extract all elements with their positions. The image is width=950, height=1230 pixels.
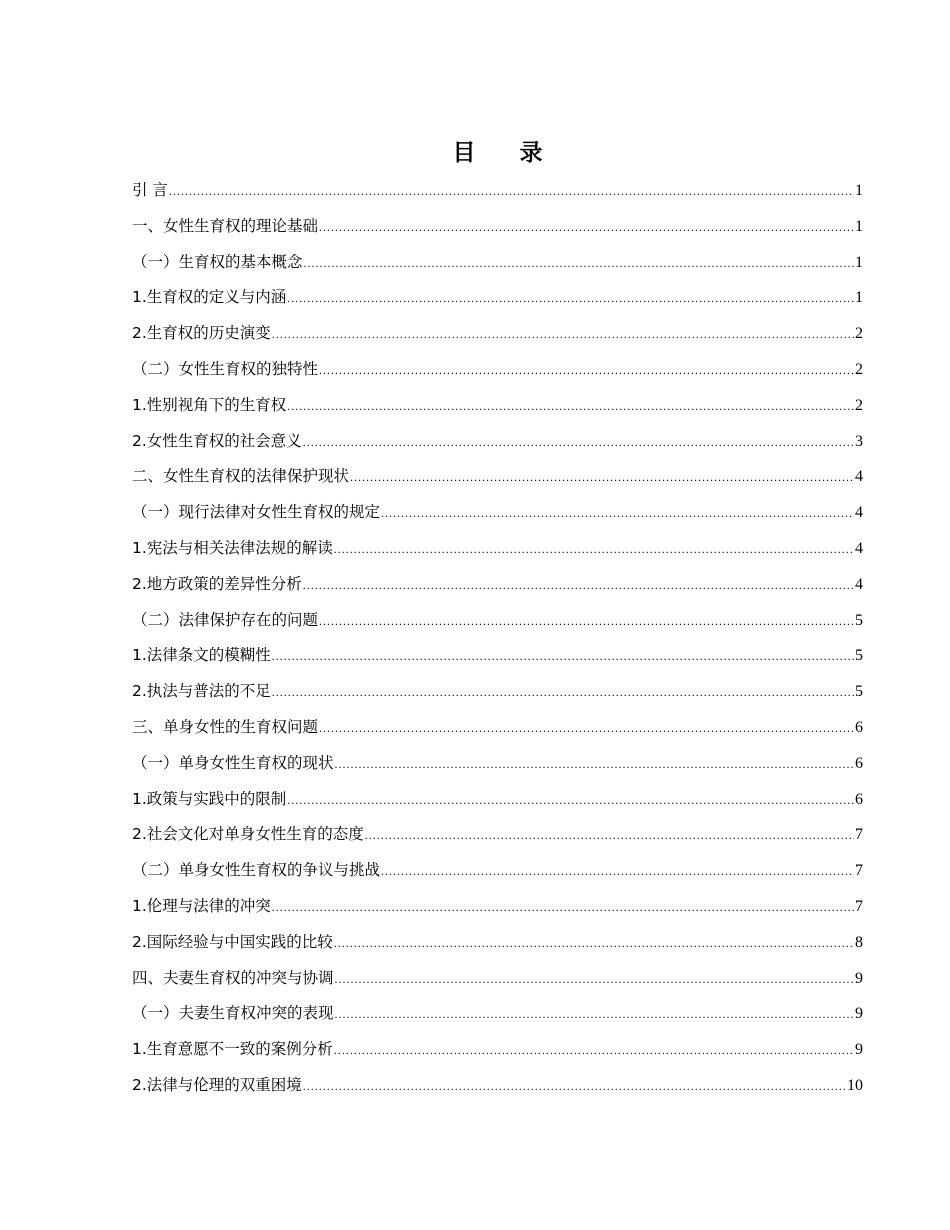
- toc-entry-title: 2.国际经验与中国实践的比较: [132, 932, 333, 951]
- toc-entry-page-number: 9: [855, 969, 863, 987]
- toc-entry-title: （二）女性生育权的独特性: [132, 359, 319, 378]
- toc-entry-page-number: 4: [855, 468, 863, 486]
- title-char-1: 目: [452, 139, 476, 166]
- toc-entry[interactable]: [132, 710, 863, 746]
- toc-dot-leader: [350, 460, 854, 496]
- page-title: [0, 138, 950, 168]
- toc-dot-leader: [169, 174, 854, 210]
- toc-entry[interactable]: [132, 173, 863, 209]
- toc-entry-page-number: 2: [855, 396, 863, 414]
- toc-entry-page-number: 6: [855, 790, 863, 808]
- toc-dot-leader: [381, 854, 854, 890]
- toc-entry[interactable]: [132, 531, 863, 567]
- toc-entry-title: 引 言: [132, 181, 168, 199]
- toc-entry[interactable]: [132, 853, 863, 889]
- toc-entry-page-number: 6: [855, 718, 863, 736]
- toc-entry-title: 1.生育权的定义与内涵: [132, 288, 287, 307]
- toc-entry[interactable]: [132, 209, 863, 245]
- toc-entry-page-number: 2: [855, 360, 863, 378]
- toc-entry-page-number: 1: [855, 289, 863, 307]
- toc-entry[interactable]: [132, 1068, 863, 1104]
- toc-entry-title: 二、女性生育权的法律保护现状: [132, 467, 350, 486]
- toc-dot-leader: [334, 926, 854, 962]
- toc-entry-page-number: 10: [847, 1076, 863, 1094]
- toc-entry[interactable]: [132, 961, 863, 997]
- toc-entry-title: （一）现行法律对女性生育权的规定: [132, 503, 381, 522]
- toc-dot-leader: [272, 639, 854, 675]
- toc-entry[interactable]: [132, 352, 863, 388]
- toc-entry[interactable]: [132, 889, 863, 925]
- toc-dot-leader: [335, 962, 854, 998]
- toc-entry-page-number: 6: [855, 754, 863, 772]
- toc-entry-page-number: 5: [855, 611, 863, 629]
- toc-entry-title: 一、女性生育权的理论基础: [132, 216, 319, 235]
- toc-entry[interactable]: [132, 1032, 863, 1068]
- toc-entry[interactable]: [132, 638, 863, 674]
- toc-entry-page-number: 7: [855, 862, 863, 880]
- toc-entry-title: 1.法律条文的模糊性: [132, 646, 271, 665]
- toc-entry-title: 2.法律与伦理的双重困境: [132, 1075, 302, 1094]
- toc-entry-page-number: 4: [855, 504, 863, 522]
- toc-entry-title: 2.生育权的历史演变: [132, 324, 271, 343]
- toc-entry-title: 1.伦理与法律的冲突: [132, 896, 271, 915]
- toc-entry-title: （一）单身女性生育权的现状: [132, 753, 334, 772]
- toc-dot-leader: [365, 818, 854, 854]
- toc-entry[interactable]: [132, 280, 863, 316]
- toc-entry[interactable]: [132, 495, 863, 531]
- toc-dot-leader: [334, 532, 854, 568]
- toc-entry[interactable]: [132, 746, 863, 782]
- toc-dot-leader: [287, 783, 854, 819]
- toc-entry-page-number: 1: [855, 253, 863, 271]
- toc-entry-page-number: 1: [855, 182, 863, 199]
- toc-entry-title: 1.生育意愿不一致的案例分析: [132, 1040, 333, 1059]
- toc-entry-title: 2.执法与普法的不足: [132, 682, 271, 701]
- toc-entry-title: （二）单身女性生育权的争议与挑战: [132, 861, 381, 880]
- toc-dot-leader: [303, 425, 854, 461]
- toc-dot-leader: [335, 997, 854, 1033]
- toc-dot-leader: [319, 604, 854, 640]
- toc-dot-leader: [334, 1033, 854, 1069]
- toc-dot-leader: [381, 496, 854, 532]
- toc-dot-leader: [303, 1069, 846, 1105]
- toc-dot-leader: [303, 568, 854, 604]
- toc-entry[interactable]: [132, 245, 863, 281]
- toc-entry-title: 1.政策与实践中的限制: [132, 789, 287, 808]
- toc-entry[interactable]: [132, 925, 863, 961]
- toc-entry-page-number: 3: [855, 432, 863, 450]
- toc-entry-page-number: 1: [855, 217, 863, 235]
- toc-entry-title: 2.社会文化对单身女性生育的态度: [132, 825, 364, 844]
- toc-entry-title: 1.宪法与相关法律法规的解读: [132, 538, 333, 557]
- toc-entry-page-number: 5: [855, 683, 863, 701]
- toc-entry-title: 2.女性生育权的社会意义: [132, 431, 302, 450]
- toc-entry-title: （一）夫妻生育权冲突的表现: [132, 1004, 334, 1023]
- toc-entry[interactable]: [132, 674, 863, 710]
- toc-entry-title: （一）生育权的基本概念: [132, 252, 303, 271]
- toc-entry-page-number: 7: [855, 826, 863, 844]
- toc-entry[interactable]: [132, 817, 863, 853]
- toc-entry-title: 2.地方政策的差异性分析: [132, 574, 302, 593]
- toc-entry-page-number: 4: [855, 539, 863, 557]
- toc-entry[interactable]: [132, 782, 863, 818]
- toc-entry[interactable]: [132, 316, 863, 352]
- toc-entry-page-number: 9: [855, 1041, 863, 1059]
- toc-entry[interactable]: [132, 996, 863, 1032]
- toc-entry[interactable]: [132, 388, 863, 424]
- toc-dot-leader: [319, 210, 854, 246]
- toc-dot-leader: [319, 353, 854, 389]
- toc-entry[interactable]: [132, 567, 863, 603]
- toc-entry-title: 四、夫妻生育权的冲突与协调: [132, 968, 334, 987]
- table-of-contents: [132, 173, 863, 1104]
- toc-entry[interactable]: [132, 603, 863, 639]
- toc-entry[interactable]: [132, 459, 863, 495]
- toc-entry[interactable]: [132, 424, 863, 460]
- toc-dot-leader: [304, 246, 854, 282]
- toc-dot-leader: [319, 711, 854, 747]
- toc-dot-leader: [287, 389, 854, 425]
- toc-entry-page-number: 8: [855, 933, 863, 951]
- toc-dot-leader: [272, 675, 854, 711]
- toc-dot-leader: [287, 281, 854, 317]
- toc-dot-leader: [272, 890, 854, 926]
- toc-entry-page-number: 5: [855, 647, 863, 665]
- title-char-2: 录: [519, 139, 543, 166]
- toc-entry-title: 1.性别视角下的生育权: [132, 395, 287, 414]
- toc-entry-page-number: 7: [855, 897, 863, 915]
- toc-entry-page-number: 4: [855, 575, 863, 593]
- toc-dot-leader: [335, 747, 854, 783]
- toc-entry-page-number: 2: [855, 325, 863, 343]
- toc-dot-leader: [272, 317, 854, 353]
- toc-entry-title: （二）法律保护存在的问题: [132, 610, 319, 629]
- toc-entry-page-number: 9: [855, 1005, 863, 1023]
- toc-entry-title: 三、单身女性的生育权问题: [132, 717, 319, 736]
